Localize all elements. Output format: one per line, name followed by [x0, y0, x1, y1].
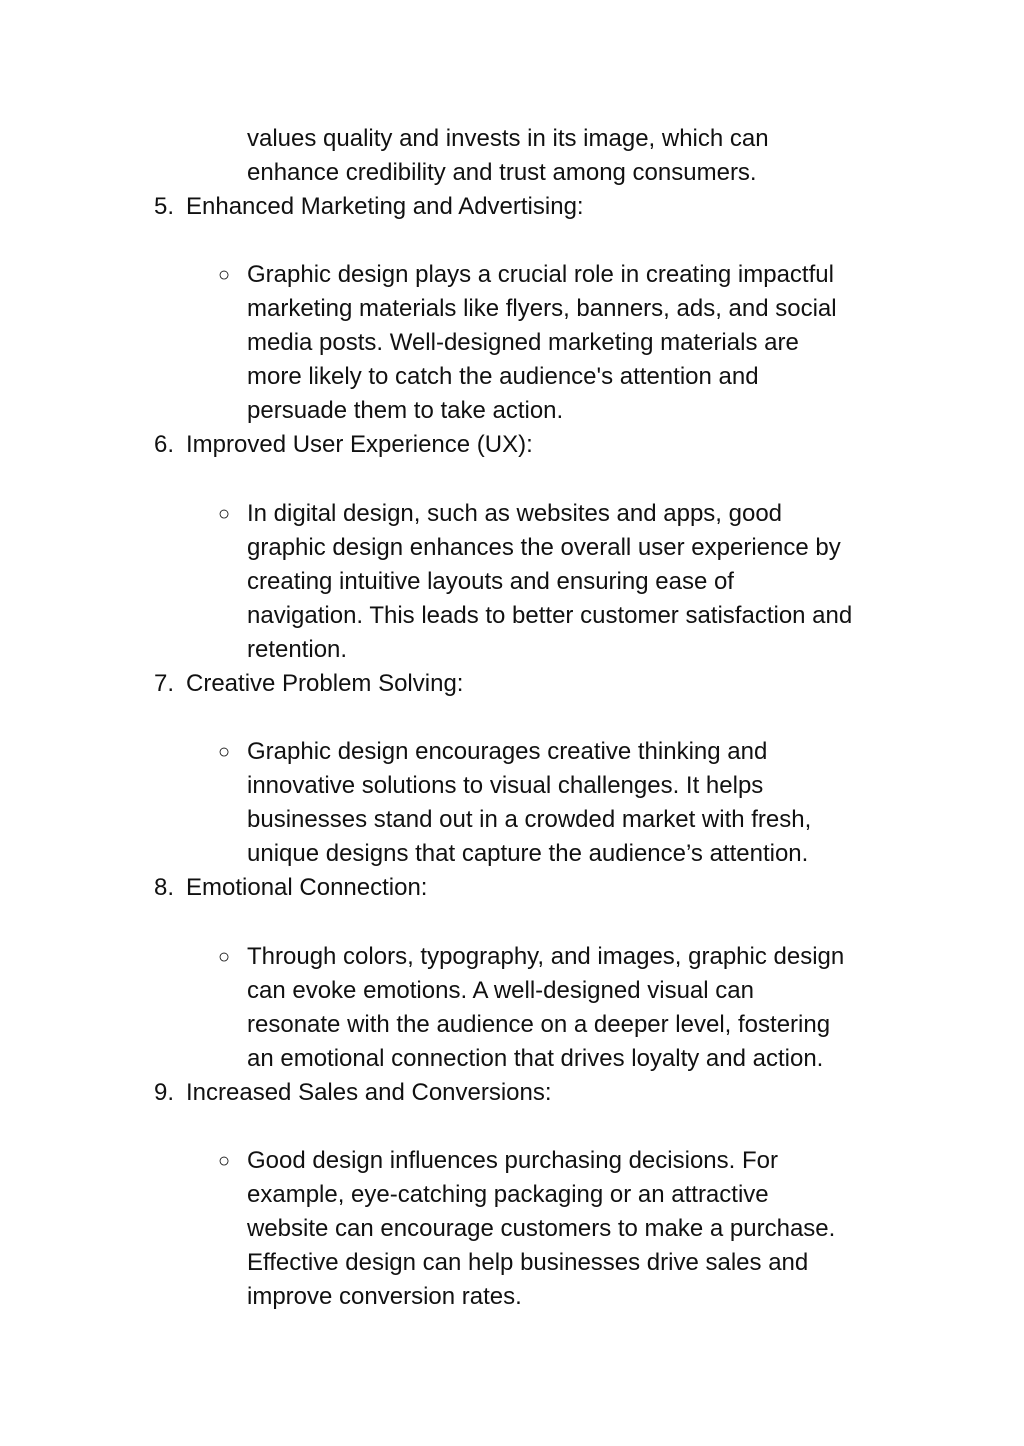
list-item-number: 7.: [154, 670, 175, 697]
list-item-text: can evoke emotions. A well-designed visual can: [247, 977, 754, 1004]
list-item-text: media posts. Well-designed marketing materials are: [247, 329, 799, 356]
list-item-text: Through colors, typography, and images, graphic design: [247, 943, 845, 970]
bullet-circle-icon: ○: [218, 946, 231, 968]
list-item-number: 8.: [154, 874, 175, 901]
list-item-text: marketing materials like flyers, banners, ads, and social: [247, 295, 837, 322]
continuation-line: values quality and invests in its image, which can: [247, 125, 769, 152]
bullet-circle-icon: ○: [218, 264, 231, 286]
list-item-heading: Emotional Connection:: [186, 874, 428, 901]
list-item-text: Good design influences purchasing decisions. For: [247, 1147, 778, 1174]
list-item-text: website can encourage customers to make a purchase.: [247, 1215, 836, 1242]
list-item-number: 6.: [154, 431, 175, 458]
list-item-number: 9.: [154, 1079, 175, 1106]
list-item-number: 5.: [154, 193, 175, 220]
list-item-text: unique designs that capture the audience’s attention.: [247, 840, 809, 867]
list-item-text: innovative solutions to visual challenges. It helps: [247, 772, 764, 799]
list-item-text: graphic design enhances the overall user experience by: [247, 534, 841, 561]
list-item-text: example, eye-catching packaging or an attractive: [247, 1181, 769, 1208]
list-item-heading: Creative Problem Solving:: [186, 670, 464, 697]
list-item-text: more likely to catch the audience's attention and: [247, 363, 759, 390]
list-item-text: Graphic design encourages creative thinking and: [247, 738, 768, 765]
list-item-text: Effective design can help businesses drive sales and: [247, 1249, 809, 1276]
list-item-text: persuade them to take action.: [247, 397, 564, 424]
list-item-heading: Increased Sales and Conversions:: [186, 1079, 552, 1106]
list-item-text: navigation. This leads to better customer satisfaction and: [247, 602, 853, 629]
list-item-text: businesses stand out in a crowded market with fresh,: [247, 806, 812, 833]
list-item-heading: Enhanced Marketing and Advertising:: [186, 193, 584, 220]
bullet-circle-icon: ○: [218, 503, 231, 525]
list-item-text: retention.: [247, 636, 348, 663]
list-item-text: improve conversion rates.: [247, 1283, 522, 1310]
bullet-circle-icon: ○: [218, 741, 231, 763]
list-item-text: resonate with the audience on a deeper level, fostering: [247, 1011, 831, 1038]
continuation-line: enhance credibility and trust among consumers.: [247, 159, 757, 186]
bullet-circle-icon: ○: [218, 1150, 231, 1172]
list-item-text: In digital design, such as websites and apps, good: [247, 500, 783, 527]
list-item-heading: Improved User Experience (UX):: [186, 431, 533, 458]
list-item-text: Graphic design plays a crucial role in creating impactful: [247, 261, 834, 288]
list-item-text: creating intuitive layouts and ensuring ease of: [247, 568, 734, 595]
list-item-text: an emotional connection that drives loyalty and action.: [247, 1045, 824, 1072]
